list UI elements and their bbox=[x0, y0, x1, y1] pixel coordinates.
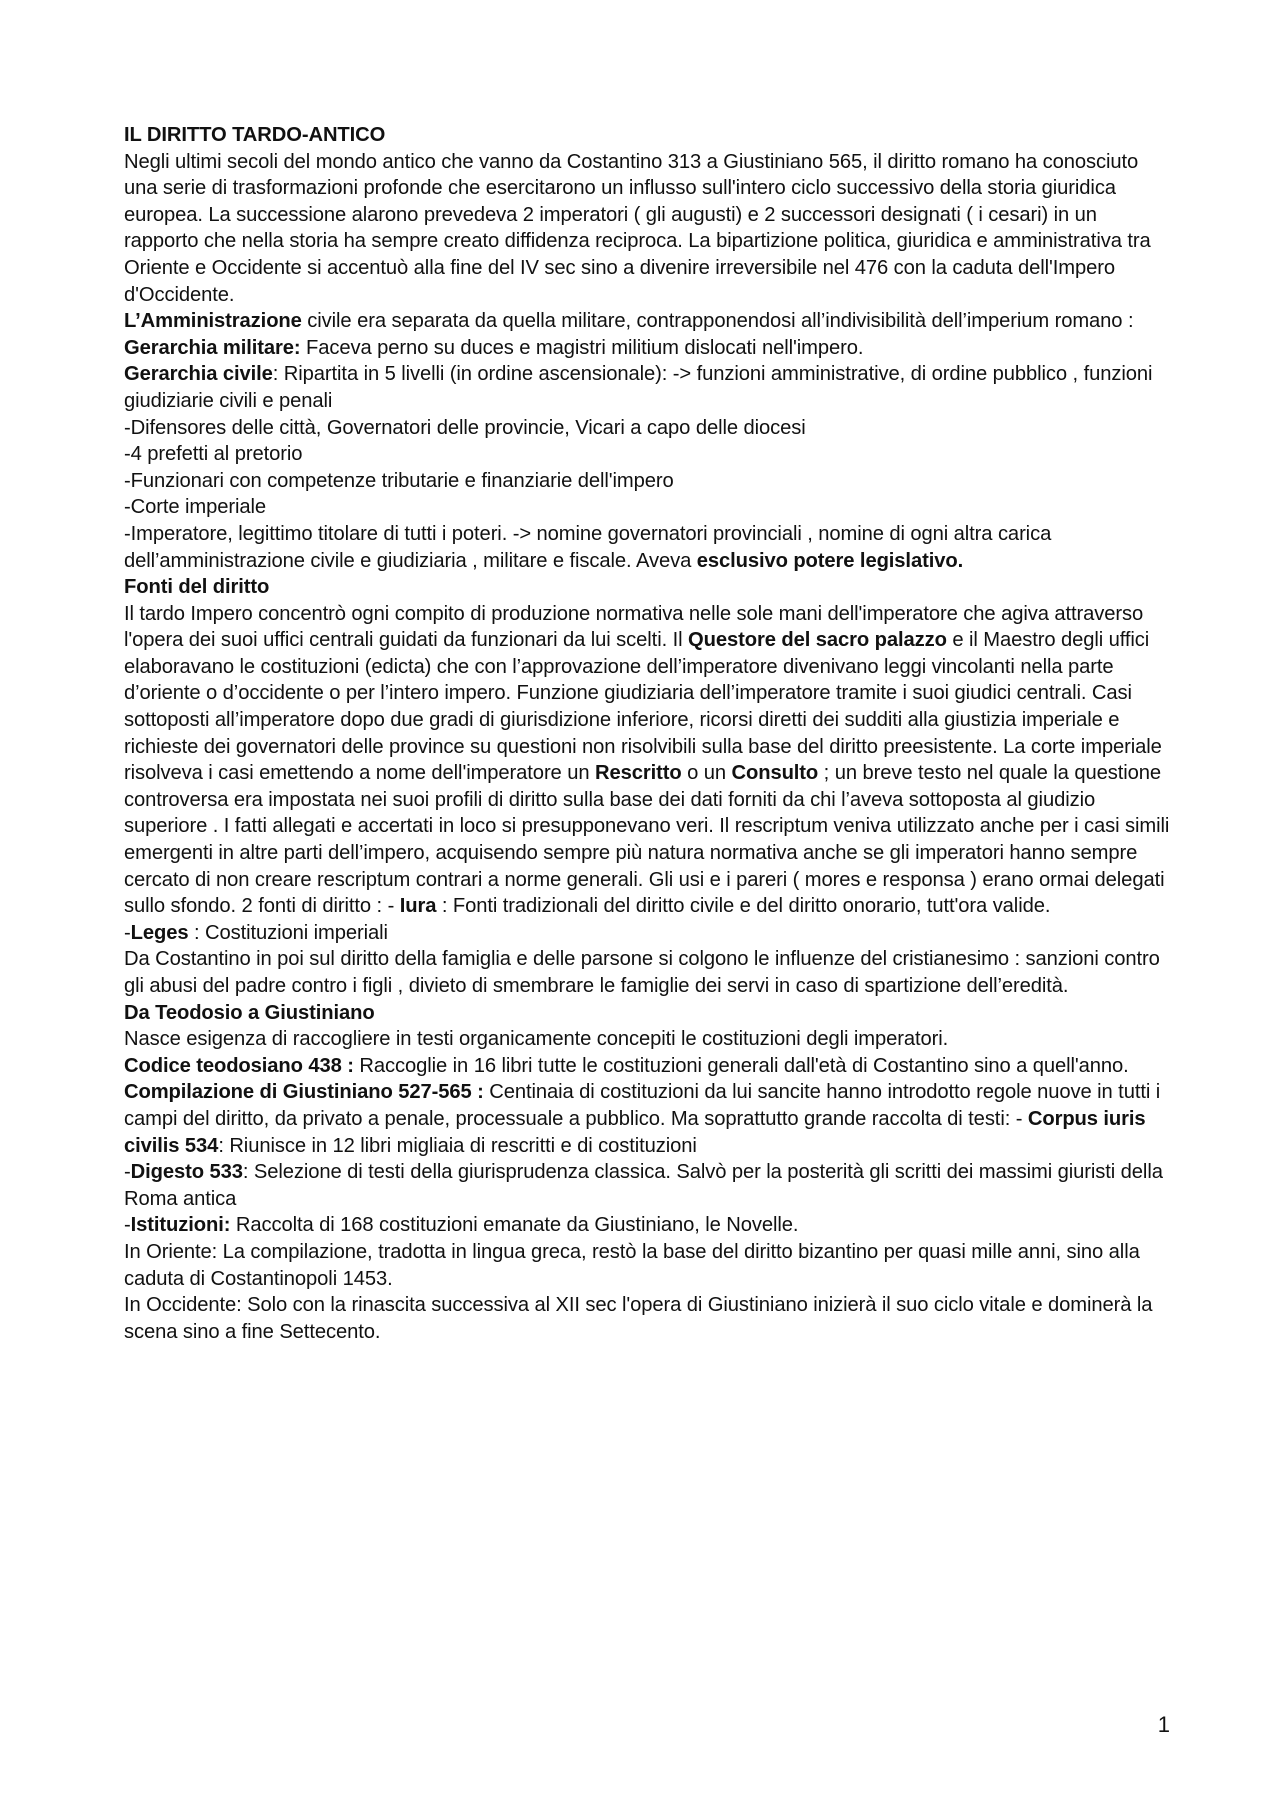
istituzioni-prefix: - bbox=[124, 1214, 131, 1237]
fonti-text: o un bbox=[681, 762, 732, 785]
amministrazione-text: civile era separata da quella militare, contrapponendosi all’indivisibilità dell’imperium romano : bbox=[301, 310, 1134, 333]
imperatore-text: -Imperatore, legittimo titolare di tutti i poteri. -> nomine governatori provinciali , nomine di ogni altra carica dell’amministrazione civile e giudiziaria , militare e fiscale. Aveva bbox=[124, 522, 1052, 572]
cristianesimo-paragraph: Da Costantino in poi sul diritto della famiglia e delle parsone si colgono le influenze del cristianesimo : sanzioni contro gli abusi del padre contro i figli , divieto di smembrare le famiglie dei servi in caso di spartizione dell’eredità. bbox=[124, 948, 1160, 997]
teodosio-intro: Nasce esigenza di raccogliere in testi organicamente concepiti le costituzioni degli imperatori. bbox=[124, 1028, 949, 1051]
leges-text: : Costituzioni imperiali bbox=[188, 921, 388, 944]
istituzioni-term: Istituzioni: bbox=[130, 1214, 231, 1237]
amministrazione-paragraph bbox=[124, 308, 1170, 335]
livello-item: -Difensores delle città, Governatori delle provincie, Vicari a capo delle diocesi bbox=[124, 416, 806, 439]
gerarchia-militare-term: Gerarchia militare: bbox=[124, 336, 301, 359]
istituzioni-paragraph bbox=[124, 1212, 1170, 1239]
fonti-text: e il Maestro degli uffici elaboravano le costituzioni (edicta) che con l’approvazione dell’imperatore divenivano leggi vincolanti nella parte d’oriente o d’occidente o per l’intero impero. Funzione giudiziaria dell’imperatore tramite i suoi giudici centrali. Casi sottoposti all’imperatore dopo due gradi di giurisdizione inferiore, ricorsi diretti dei sudditi alla giustizia imperiale e richieste dei governatori delle province su questioni non risolvibili sulla base del diritto preesistente. La corte imperiale risolveva i casi emettendo a nome dell'imperatore un bbox=[124, 629, 1162, 785]
rescritto-term: Rescritto bbox=[594, 762, 682, 785]
questore-term: Questore del sacro palazzo bbox=[688, 629, 947, 652]
gerarchia-militare-text: Faceva perno su duces e magistri militium dislocati nell'impero. bbox=[300, 336, 864, 359]
fonti-paragraph bbox=[124, 601, 1170, 920]
imperatore-bold: esclusivo potere legislativo. bbox=[696, 549, 964, 572]
codice-text: Raccoglie in 16 libri tutte le costituzioni generali dall'età di Costantino sino a quell'anno. bbox=[353, 1054, 1129, 1077]
iura-term: Iura bbox=[399, 895, 437, 918]
digesto-prefix: - bbox=[124, 1161, 131, 1184]
document-title: IL DIRITTO TARDO-ANTICO bbox=[124, 124, 386, 146]
digesto-text: : Selezione di testi della giurisprudenza classica. Salvò per la posterità gli scritti dei massimi giuristi della Roma antica bbox=[124, 1161, 1163, 1210]
leges-term: Leges bbox=[130, 921, 189, 944]
livello-item: -4 prefetti al pretorio bbox=[124, 443, 303, 466]
digesto-term: Digesto 533 bbox=[130, 1161, 243, 1184]
gerarchia-civile-text: : Ripartita in 5 livelli (in ordine ascensionale): -> funzioni amministrative, di ordine pubblico , funzioni giudiziarie civili e penali bbox=[124, 363, 1153, 412]
oriente-paragraph: In Oriente: La compilazione, tradotta in lingua greca, restò la base del diritto bizantino per quasi mille anni, sino alla caduta di Costantinopoli 1453. bbox=[124, 1240, 1140, 1290]
document-body bbox=[124, 122, 1170, 1345]
codice-term: Codice teodosiano 438 : bbox=[124, 1054, 354, 1077]
fonti-text: Il tardo Impero concentrò ogni compito di produzione normativa nelle sole mani dell'imperatore che agiva attraverso l'opera dei suoi uffici centrali guidati da funzionari da lui scelti. Il bbox=[124, 602, 1144, 652]
leges-prefix: - bbox=[124, 921, 131, 944]
corpus-term: Corpus iuris civilis 534 bbox=[124, 1107, 1146, 1157]
gerarchia-civile-term: Gerarchia civile bbox=[124, 363, 273, 386]
fonti-heading: Fonti del diritto bbox=[124, 576, 270, 599]
consulto-term: Consulto bbox=[731, 762, 819, 785]
compilazione-text: Centinaia di costituzioni da lui sancite hanno introdotto regole nuove in tutti i campi del diritto, da privato a penale, processuale a pubblico. Ma soprattutto grande raccolta di testi: - bbox=[124, 1081, 1161, 1130]
istituzioni-text: Raccolta di 168 costituzioni emanate da Giustiniano, le Novelle. bbox=[230, 1214, 799, 1237]
amministrazione-term: L’Amministrazione bbox=[124, 310, 302, 333]
leges-paragraph bbox=[124, 920, 1170, 947]
gerarchia-civile-paragraph bbox=[124, 361, 1170, 414]
codice-paragraph bbox=[124, 1053, 1170, 1080]
digesto-paragraph bbox=[124, 1159, 1170, 1212]
fonti-text: : Fonti tradizionali del diritto civile e del diritto onorario, tutt'ora valide. bbox=[436, 895, 1051, 918]
gerarchia-militare-paragraph bbox=[124, 335, 1170, 362]
corpus-text: : Riunisce in 12 libri migliaia di rescritti e di costituzioni bbox=[218, 1134, 697, 1157]
intro-paragraph: Negli ultimi secoli del mondo antico che vanno da Costantino 313 a Giustiniano 565, il diritto romano ha conosciuto una serie di trasformazioni profonde che esercitarono un influsso sull'intero ciclo successivo della storia giuridica europea. La successione alarono prevedeva 2 imperatori ( gli augusti) e 2 successori designati ( i cesari) in un rapporto che nella storia ha sempre creato diffidenza reciproca. La bipartizione politica, giuridica e amministrativa tra Oriente e Occidente si accentuò alla fine del IV sec sino a divenire irreversibile nel 476 con la caduta dell'Impero d'Occidente. bbox=[124, 150, 1151, 306]
fonti-text: ; un breve testo nel quale la questione controversa era impostata nei suoi profili di diritto sulla base dei dati forniti da chi l’aveva sottoposta al giudizio superiore . I fatti allegati e accertati in loco si presupponevano veri. Il rescriptum veniva utilizzato anche per i casi simili emergenti in altre parti dell’impero, acquisendo sempre più natura normativa anche se gli imperatori hanno sempre cercato di non creare rescriptum contrari a norme generali. Gli usi e i pareri ( mores e responsa ) erano ormai delegati sullo sfondo. 2 fonti di diritto : - bbox=[124, 762, 1170, 918]
teodosio-heading: Da Teodosio a Giustiniano bbox=[124, 1001, 375, 1024]
compilazione-paragraph bbox=[124, 1079, 1170, 1159]
livello-item: -Corte imperiale bbox=[124, 496, 266, 519]
compilazione-term: Compilazione di Giustiniano 527-565 : bbox=[124, 1081, 484, 1104]
livello-item: -Funzionari con competenze tributarie e finanziarie dell'impero bbox=[124, 469, 674, 492]
occidente-paragraph: In Occidente: Solo con la rinascita successiva al XII sec l'opera di Giustiniano inizierà il suo ciclo vitale e dominerà la scena sino a fine Settecento. bbox=[124, 1294, 1153, 1343]
imperatore-paragraph bbox=[124, 521, 1170, 574]
page-number: 1 bbox=[1157, 1712, 1170, 1737]
